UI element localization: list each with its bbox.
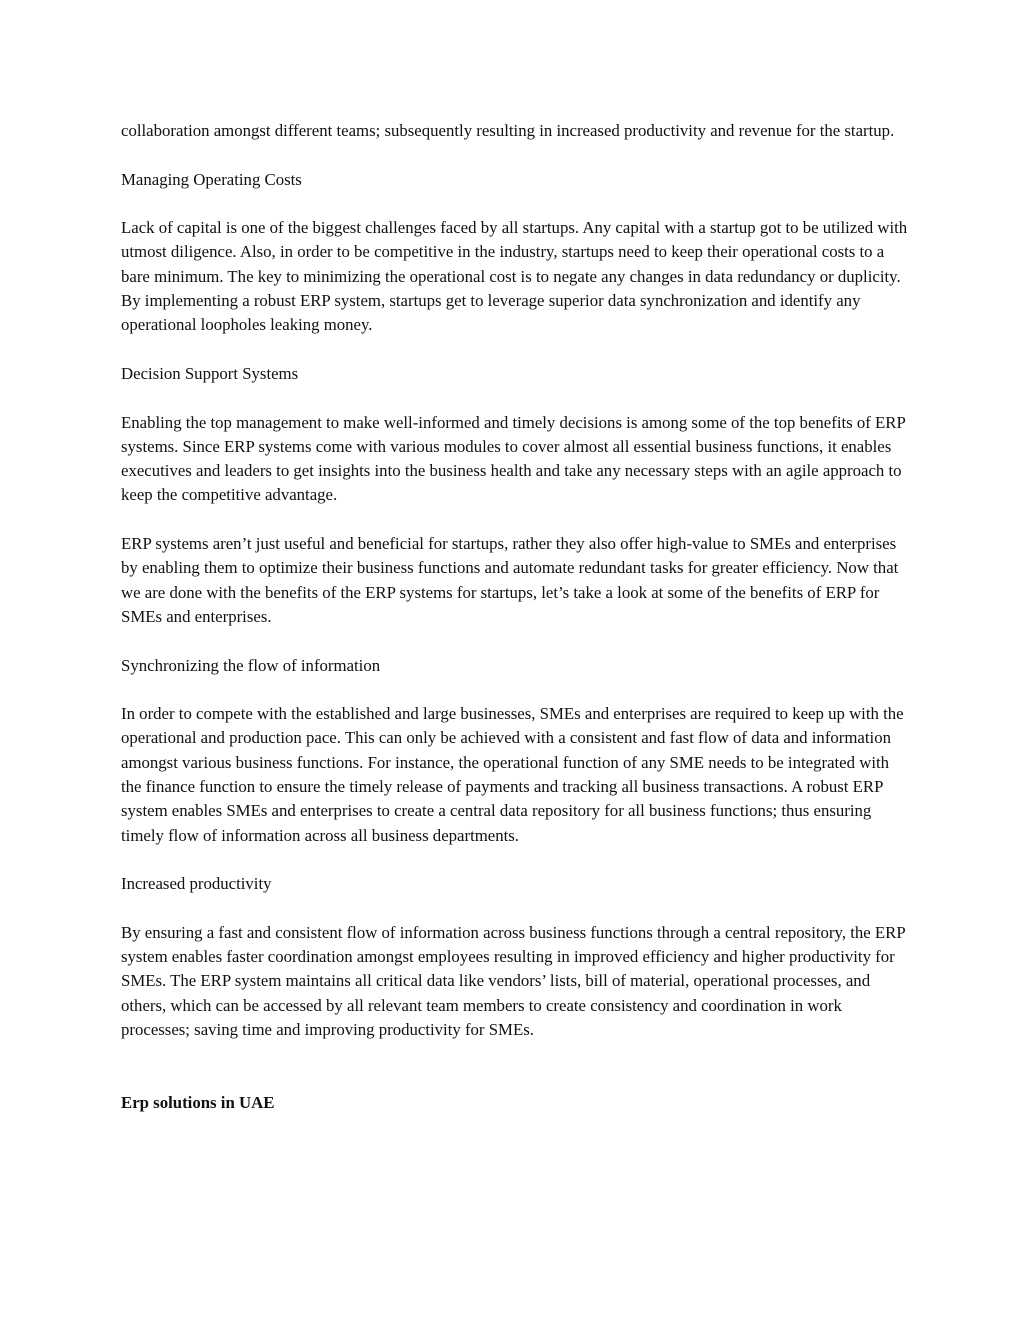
document-page xyxy=(121,119,911,1115)
subheading-decision-support-systems: Decision Support Systems xyxy=(121,363,299,383)
paragraph-synchronizing-information: In order to compete with the established and large businesses, SMEs and enterprises are required to keep up with the operational and production pace. This can only be achieved with a consistent and fast flow of data and information amongst various business functions. For instance, the operational function of any SME needs to be integrated with the finance function to ensure the timely release of payments and tracking all business transactions. A robust ERP system enables SMEs and enterprises to create a central data repository for all business functions; thus ensuring timely flow of information across all business departments. xyxy=(121,704,904,845)
paragraph-increased-productivity: By ensuring a fast and consistent flow of information across business functions through a central repository, the ERP system enables faster coordination amongst employees resulting in improved efficiency and higher productivity for SMEs. The ERP system maintains all critical data like vendors’ lists, bill of material, operational processes, and others, which can be accessed by all relevant team members to create consistency and coordination in work processes; saving time and improving productivity for SMEs. xyxy=(121,922,906,1039)
subheading-increased-productivity: Increased productivity xyxy=(121,874,272,894)
subheading-managing-operating-costs: Managing Operating Costs xyxy=(121,169,302,189)
subheading-synchronizing-information: Synchronizing the flow of information xyxy=(121,655,381,675)
paragraph-decision-support: Enabling the top management to make well-informed and timely decisions is among some of the top benefits of ERP systems. Since ERP systems come with various modules to cover almost all essential business functions, it enables executives and leaders to get insights into the business health and take any necessary steps with an agile approach to keep the competitive advantage. xyxy=(121,412,906,505)
paragraph-continuation: collaboration amongst different teams; subsequently resulting in increased productivity and revenue for the startup. xyxy=(121,121,895,140)
paragraph-erp-smes-intro: ERP systems aren’t just useful and beneficial for startups, rather they also offer high-value to SMEs and enterprises by enabling them to optimize their business functions and automate redundant tasks for greater efficiency. Now that we are done with the benefits of the ERP systems for startups, let’s take a look at some of the benefits of ERP for SMEs and enterprises. xyxy=(121,534,899,626)
section-heading-erp-uae: Erp solutions in UAE xyxy=(121,1092,275,1112)
paragraph-operating-costs: Lack of capital is one of the biggest challenges faced by all startups. Any capital with a startup got to be utilized with utmost diligence. Also, in order to be competitive in the industry, startups need to keep their operational costs to a bare minimum. The key to minimizing the operational cost is to negate any changes in data redundancy or duplicity. By implementing a robust ERP system, startups get to leverage superior data synchronization and identify any operational loopholes leaking money. xyxy=(121,218,908,335)
